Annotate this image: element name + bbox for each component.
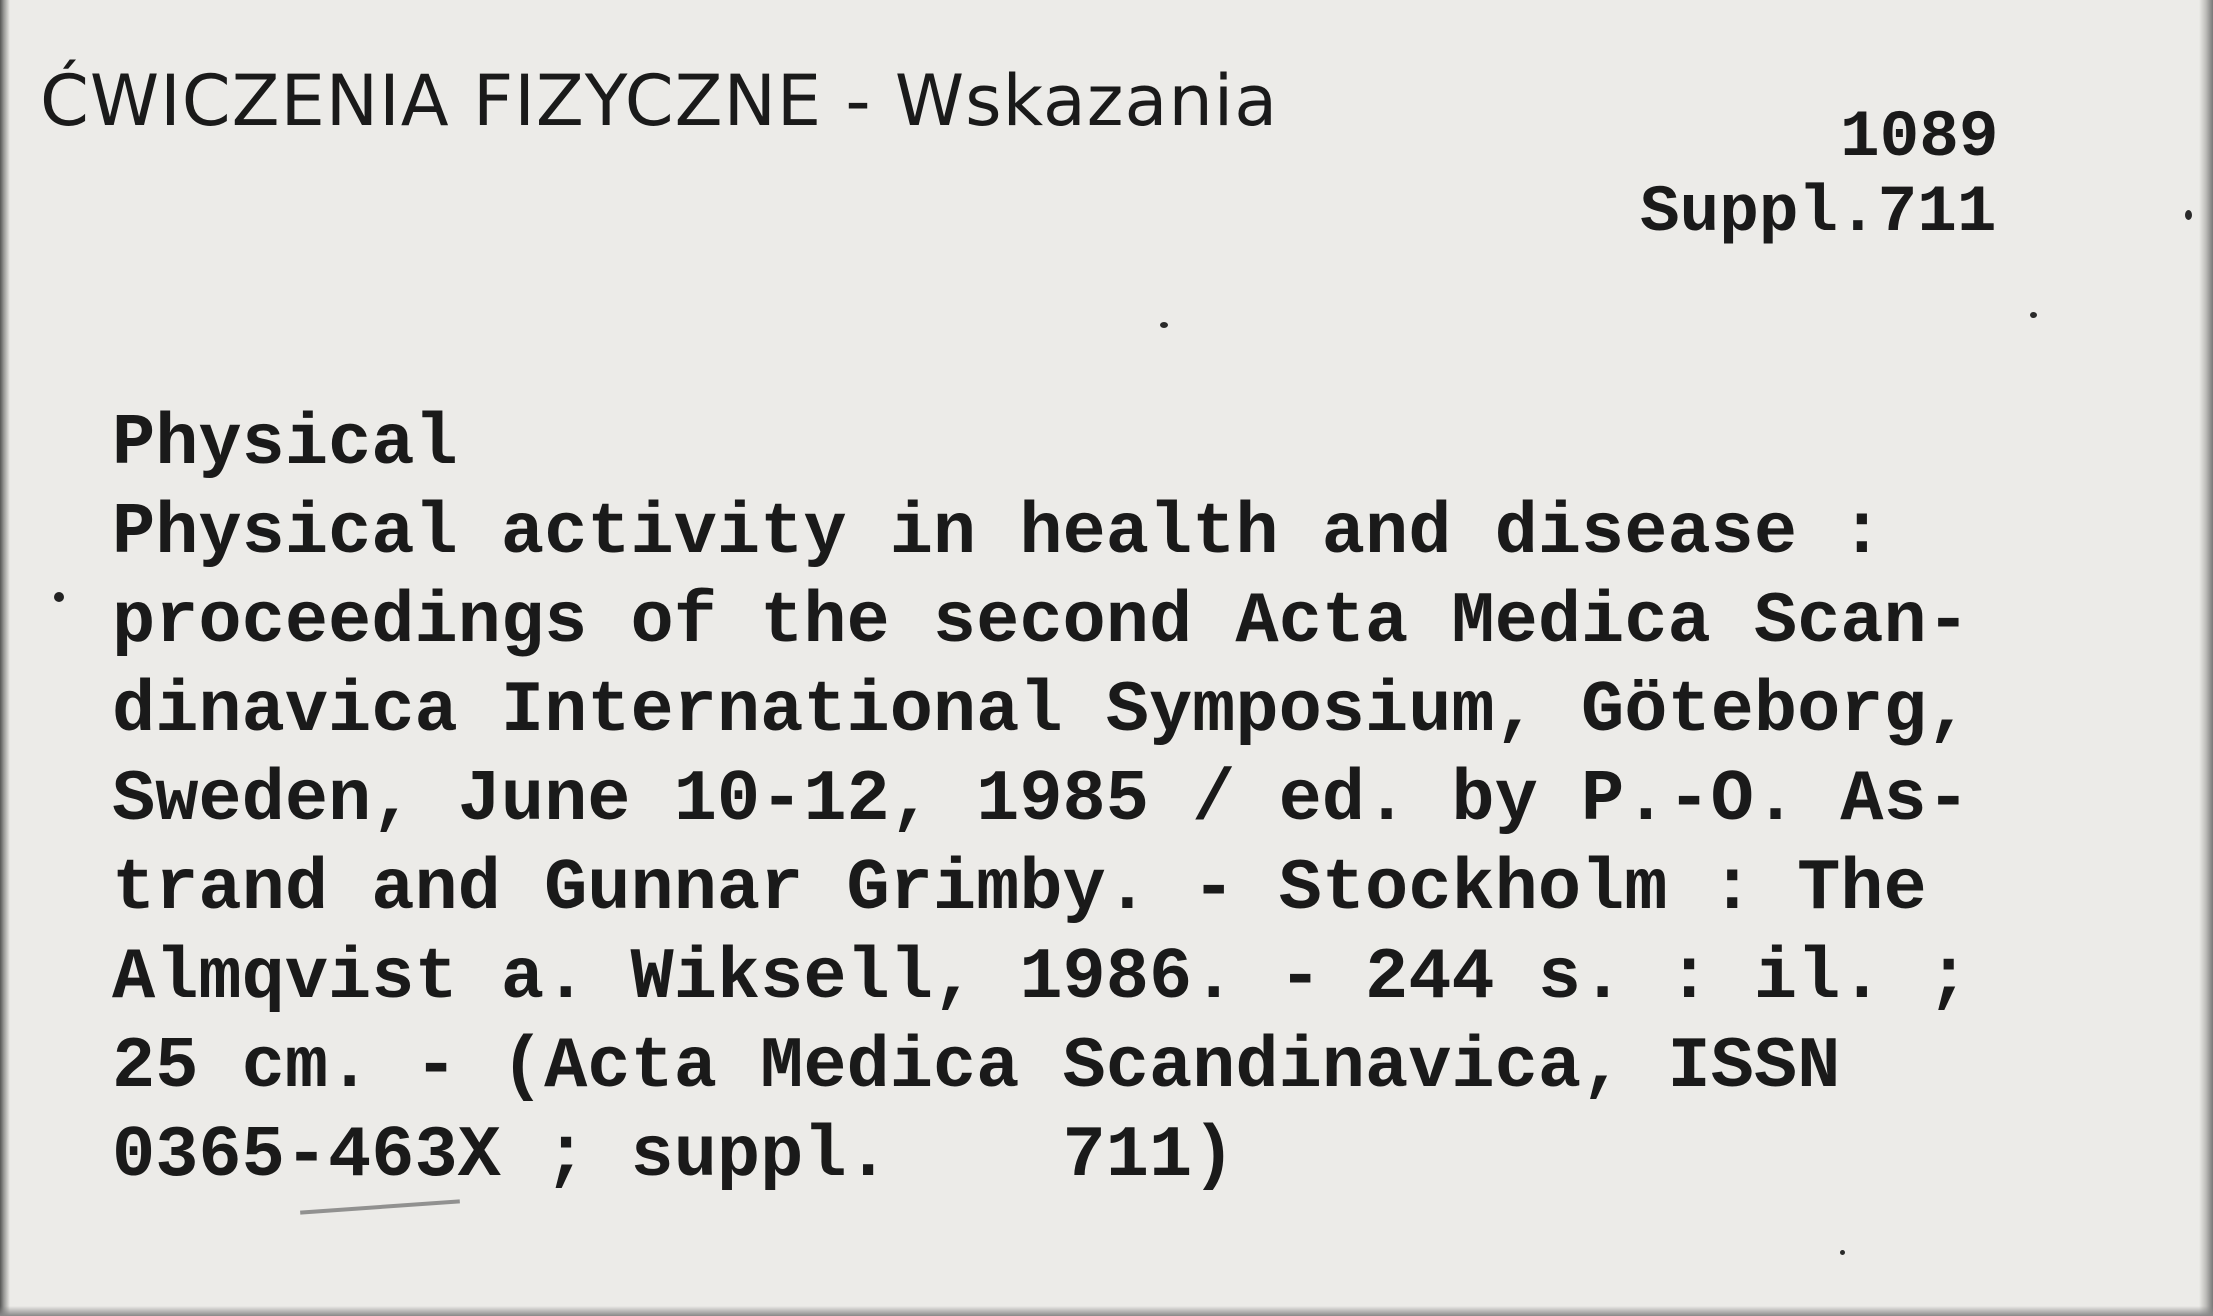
- entry-line: Sweden, June 10-12, 1985 / ed. by P.-O. As-: [112, 759, 1970, 841]
- bibliographic-entry: [112, 400, 2192, 1201]
- subject-heading: ĆWICZENIA FIZYCZNE - Wskazania: [40, 60, 1279, 142]
- card-left-edge: [0, 0, 10, 1316]
- entry-line: 25 cm. - (Acta Medica Scandinavica, ISSN: [112, 1026, 1841, 1108]
- ink-smear: [300, 1199, 460, 1214]
- margin-dot: [54, 592, 64, 602]
- paper-speck: [1840, 1250, 1845, 1255]
- call-number-line-2: Suppl.711: [1640, 175, 1997, 250]
- paper-speck: [2030, 312, 2037, 318]
- entry-line: proceedings of the second Acta Medica Scan-: [112, 581, 1970, 663]
- entry-title-heading: Physical: [112, 403, 458, 485]
- entry-line: 0365-463X ; suppl. 711): [112, 1115, 1236, 1197]
- card-right-edge: [2199, 0, 2213, 1316]
- entry-line: Physical activity in health and disease :: [112, 492, 1884, 574]
- paper-speck: [2185, 210, 2192, 220]
- entry-line: Almqvist a. Wiksell, 1986. - 244 s. : il. ;: [112, 937, 1970, 1019]
- paper-speck: [1160, 322, 1168, 328]
- entry-line: dinavica International Symposium, Göteborg,: [112, 670, 1970, 752]
- entry-line: trand and Gunnar Grimby. - Stockholm : The: [112, 848, 1927, 930]
- call-number-line-1: 1089: [1840, 100, 1999, 175]
- card-bottom-edge: [0, 1306, 2213, 1316]
